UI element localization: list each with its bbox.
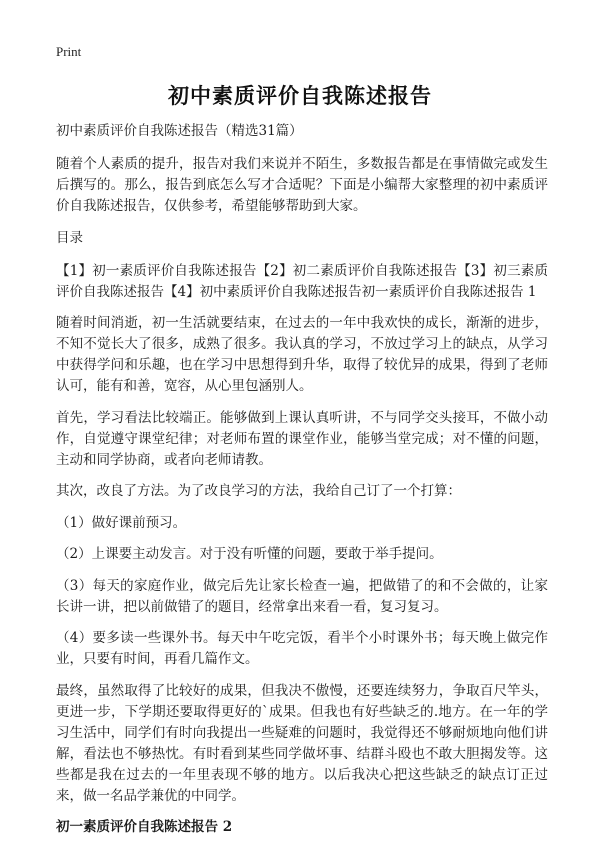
print-link[interactable]: Print [56, 44, 82, 59]
intro-paragraph: 随着个人素质的提升，报告对我们来说并不陌生，多数报告都是在事情做完或发生后撰写的。那么，报告到底怎么写才合适呢？下面是小编帮大家整理的初中素质评价自我陈述报告，仅供参考，希望能够帮助到大家。 [56, 156, 548, 214]
body-paragraph-3: 其次，改良了方法。为了改良学习的方法，我给自己订了一个打算： [56, 483, 461, 499]
body-paragraph-1: 随着时间消逝，初一生活就要结束，在过去的一年中我欢快的成长，渐渐的进步，不知不觉长大了很多，成熟了很多。我认真的学习，不放过学习上的缺点，从学习中获得学问和乐趣，也在学习中思想得到升华，取得了较优异的成果，得到了老师认可，能有和善，宽容，从心里包涵别人。 [56, 315, 548, 394]
plan-item-1: （1）做好课前预习。 [56, 514, 187, 531]
document-subtitle: 初中素质评价自我陈述报告（精选31篇） [56, 123, 303, 139]
plan-item-2: （2）上课要主动发言。对于没有听懂的问题，要敢于举手提问。 [56, 546, 443, 562]
body-paragraph-4: 最终，虽然取得了比较好的成果，但我决不傲慢，还要连续努力，争取百尺竿头，更进一步，下学期还要取得更好的`成果。但我也有好些缺乏的.地方。在一年的学习生活中，同学们有时向我提出一些疑难的问题时，我觉得还不够耐烦地向他们讲解，看法也不够热忱。有时看到某些同学做坏事、结群斗殴也不敢大胆揭发等。这些都是我在过去的一年里表现不够的地方。以后我决心把这些缺乏的缺点订正过来，做一名品学兼优的中同学。 [56, 682, 548, 804]
toc-label: 目录 [56, 229, 83, 246]
body-paragraph-2: 首先，学习看法比较端正。能够做到上课认真听讲，不与同学交头接耳，不做小动作，自觉遵守课堂纪律；对老师布置的课堂作业，能够当堂完成；对不懂的问题，主动和同学协商，或者向老师请教。 [56, 409, 548, 468]
page-title: 初中素质评价自我陈述报告 [168, 83, 432, 108]
plan-item-4: （4）要多读一些课外书。每天中午吃完饭，看半个小时课外书；每天晚上做完作业，只要有时间，再看几篇作文。 [56, 630, 548, 667]
document-content [56, 121, 548, 849]
plan-item-3: （3）每天的家庭作业，做完后先让家长检查一遍，把做错了的和不会做的，让家长讲一讲，把以前做错了的题目，经常拿出来看一看，复习复习。 [56, 577, 548, 615]
section-heading: 初一素质评价自我陈述报告 2 [56, 819, 233, 835]
toc-entries: 【1】初一素质评价自我陈述报告【2】初二素质评价自我陈述报告【3】初三素质评价自我陈述报告【4】初中素质评价自我陈述报告初一素质评价自我陈述报告 1 [56, 262, 548, 300]
